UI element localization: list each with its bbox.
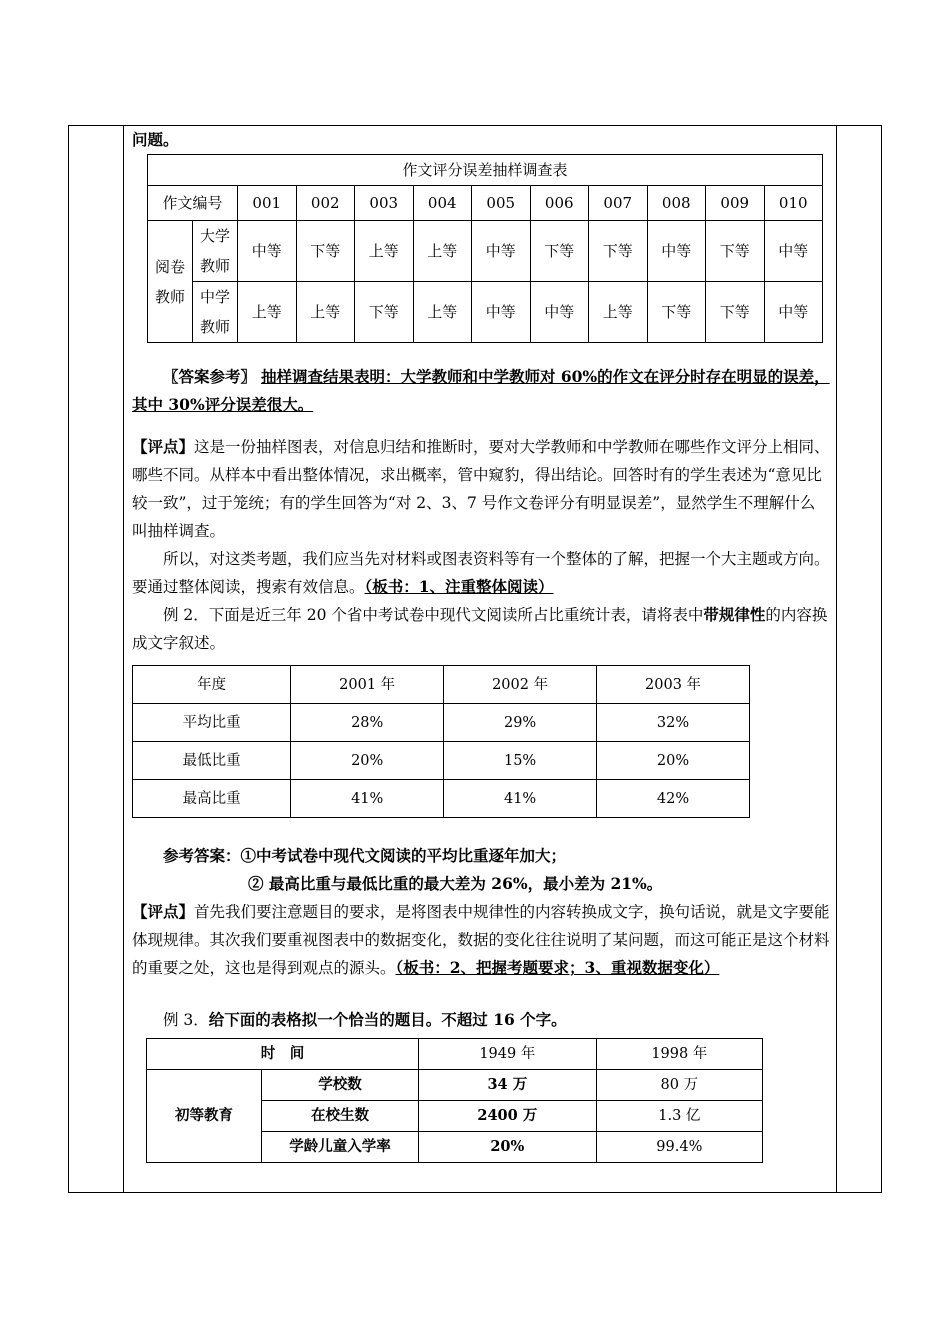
lesson-content [132,126,830,1163]
answer-2-label: 参考答案： [163,846,241,865]
survey-id: 010 [764,186,823,221]
education-table [146,1038,763,1163]
edu-header: 1998 年 [596,1039,762,1070]
edu-cell: 80 万 [596,1070,762,1101]
ratio-header-row [133,666,750,704]
edu-cell: 2400 万 [419,1101,597,1132]
edu-cell: 20% [419,1132,597,1163]
survey-cell: 上等 [355,221,414,282]
edu-cell: 34 万 [419,1070,597,1101]
survey-row-label: 大学教师 [193,221,238,282]
example-2-prompt [132,601,830,657]
comment-2-text: 首先我们要注意题目的要求，是将图表中规律性的内容转换成文字，换句话说，就是文字要能体现规律。其次我们要重视图表中的数据变化，数据的变化往往说明了某问题，而这可能正是这个材料的重要之处，这也是得到观点的源头。 [132,903,830,977]
example-3-text: 给下面的表格拟一个恰当的题目。不超过 16 个字。 [208,1010,567,1029]
ratio-cell: 41% [291,780,444,818]
comment-text-2: 所以，对这类考题，我们应当先对材料或图表资料等有一个整体的了解，把握一个大主题或方向。要通过整体阅读，搜索有效信息。 [132,550,830,596]
survey-id: 003 [355,186,414,221]
ratio-header: 年度 [133,666,291,704]
ratio-table [132,665,750,818]
survey-id: 007 [589,186,648,221]
ratio-cell: 平均比重 [133,704,291,742]
edu-header: 时 间 [147,1039,419,1070]
edu-header-row [147,1039,763,1070]
survey-title: 作文评分误差抽样调查表 [148,155,823,186]
ratio-cell: 20% [597,742,750,780]
board-note-2: （板书：2、把握考题要求；3、重视数据变化） [395,958,720,977]
ratio-cell: 41% [444,780,597,818]
survey-cell: 下等 [530,221,589,282]
answer-text: 抽样调查结果表明：大学教师和中学教师对 60%的作文在评分时存在明显的误差，其中 30%评分误差很大。 [132,367,830,414]
survey-cell: 中等 [238,221,297,282]
survey-cell: 上等 [413,221,472,282]
edu-cell: 在校生数 [262,1101,419,1132]
survey-row-middle-school [148,282,823,343]
ratio-cell: 最低比重 [133,742,291,780]
survey-cell: 上等 [238,282,297,343]
ratio-header: 2001 年 [291,666,444,704]
column-divider-right [836,125,837,1193]
survey-cell: 中等 [472,282,531,343]
ratio-cell: 15% [444,742,597,780]
answer-reference [132,363,830,419]
intro-fragment: 问题。 [132,130,179,149]
comment-paragraph [132,433,830,545]
ratio-header: 2003 年 [597,666,750,704]
ratio-cell: 29% [444,704,597,742]
answer-2-text-1: ①中考试卷中现代文阅读的平均比重逐年加大； [240,846,567,865]
ratio-cell: 20% [291,742,444,780]
comment-text: 这是一份抽样图表，对信息归结和推断时，要对大学教师和中学教师在哪些作文评分上相同、哪些不同。从样本中看出整体情况，求出概率，管中窥豹，得出结论。回答时有的学生表述为“意见比较一致”，过于笼统；有的学生回答为“对 2、3、7 号作文卷评分有明显误差”，显然学生不理解什么叫抽样调查。 [132,438,830,540]
ratio-header: 2002 年 [444,666,597,704]
survey-id: 001 [238,186,297,221]
survey-id-header: 作文编号 [148,186,238,221]
example-3-prompt [132,1006,830,1034]
ratio-row [133,704,750,742]
comment-label: 【评点】 [132,437,195,456]
column-divider-left [123,125,124,1193]
comment-paragraph-2 [132,545,830,601]
ratio-cell: 32% [597,704,750,742]
survey-cell: 下等 [706,282,765,343]
example-2-emphasis: 带规律性 [703,605,766,624]
survey-cell: 中等 [472,221,531,282]
survey-cell: 中等 [647,221,706,282]
edu-cell: 99.4% [596,1132,762,1163]
survey-cell: 下等 [589,221,648,282]
ratio-cell: 最高比重 [133,780,291,818]
survey-cell: 中等 [530,282,589,343]
answer-2-line-1 [132,842,830,870]
comment-2-label: 【评点】 [132,902,195,921]
edu-cell: 学龄儿童入学率 [262,1132,419,1163]
survey-cell: 上等 [296,282,355,343]
edu-row [147,1070,763,1101]
edu-header: 1949 年 [419,1039,597,1070]
survey-id: 002 [296,186,355,221]
survey-id: 004 [413,186,472,221]
survey-cell: 下等 [647,282,706,343]
survey-group-label: 阅卷教师 [148,221,193,343]
survey-cell: 中等 [764,282,823,343]
survey-id: 009 [706,186,765,221]
ratio-row [133,742,750,780]
survey-cell: 上等 [413,282,472,343]
ratio-cell: 42% [597,780,750,818]
comment-2-paragraph [132,898,830,982]
ratio-row [133,780,750,818]
survey-table [147,154,823,343]
survey-cell: 下等 [296,221,355,282]
survey-cell: 上等 [589,282,648,343]
survey-id-row [148,186,823,221]
example-2-text-end: 的内容换成文字叙述。 [132,606,828,652]
survey-id: 008 [647,186,706,221]
survey-id: 005 [472,186,531,221]
answer-2-line-2: ② 最高比重与最低比重的最大差为 26%，最小差为 21%。 [248,874,663,893]
ratio-cell: 28% [291,704,444,742]
survey-id: 006 [530,186,589,221]
survey-row-university [148,221,823,282]
edu-cell: 1.3 亿 [596,1101,762,1132]
survey-cell: 中等 [764,221,823,282]
answer-prefix: 〖答案参考〗 [163,367,257,386]
edu-group-label: 初等教育 [147,1070,262,1163]
example-3-prefix: 例 3． [163,1011,209,1029]
edu-cell: 学校数 [262,1070,419,1101]
survey-row-label: 中学教师 [193,282,238,343]
example-2-text: 例 2．下面是近三年 20 个省中考试卷中现代文阅读所占比重统计表，请将表中 [163,606,704,624]
survey-cell: 下等 [706,221,765,282]
board-note: （板书：1、注重整体阅读） [364,577,554,596]
survey-cell: 下等 [355,282,414,343]
